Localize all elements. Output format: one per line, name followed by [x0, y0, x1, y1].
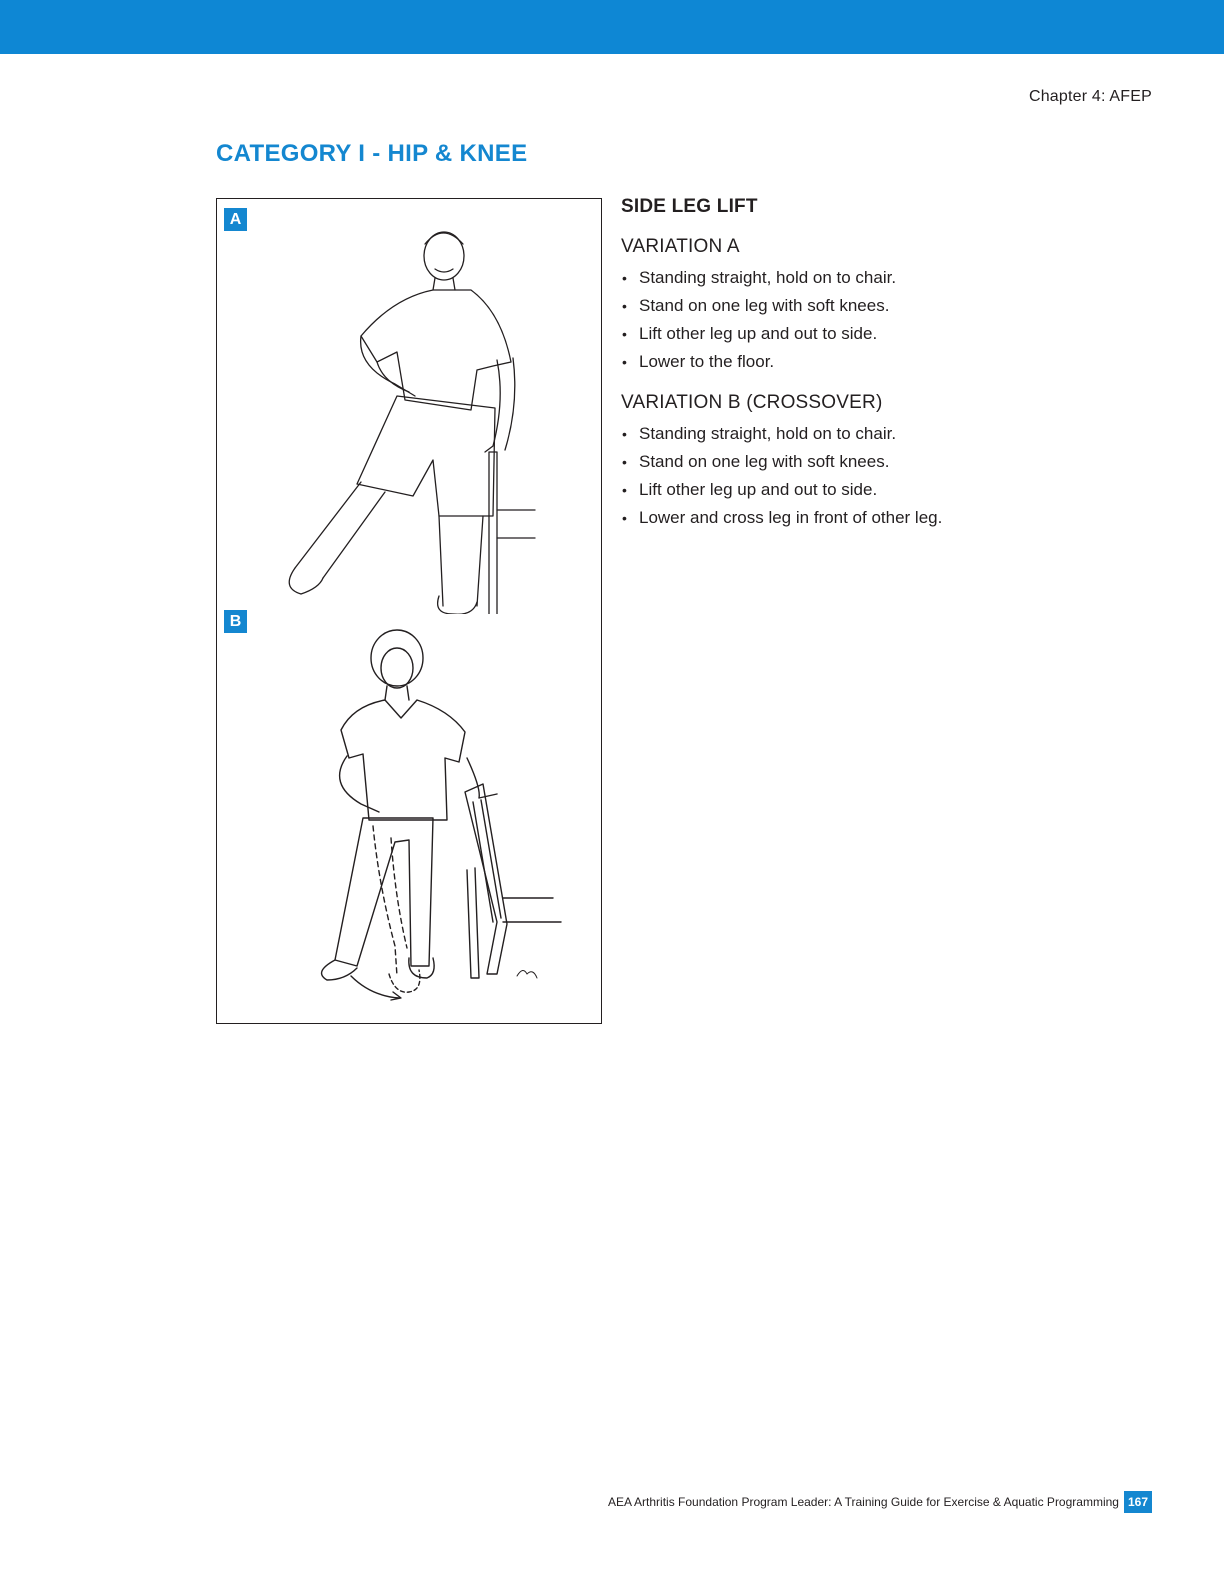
step-item: • Lift other leg up and out to side. [621, 476, 1181, 504]
bullet-icon: • [622, 354, 627, 370]
bullet-icon: • [622, 298, 627, 314]
step-item: • Lower and cross leg in front of other leg. [621, 504, 1181, 532]
bullet-icon: • [622, 270, 627, 286]
footer-book-title: AEA Arthritis Foundation Program Leader: A Training Guide for Exercise & Aquatic Programming [608, 1495, 1119, 1509]
step-item: • Standing straight, hold on to chair. [621, 420, 1181, 448]
variation-b-steps [621, 420, 1181, 532]
variation-a-steps [621, 264, 1181, 376]
illustration-side-leg-lift-a [277, 214, 557, 614]
step-item: • Stand on one leg with soft knees. [621, 292, 1181, 320]
chapter-label: Chapter 4: AFEP [1028, 88, 1152, 105]
step-item: • Lift other leg up and out to side. [621, 320, 1181, 348]
exercise-title: SIDE LEG LIFT [621, 196, 758, 217]
variation-a-title: VARIATION A [621, 236, 740, 257]
bullet-icon: • [622, 426, 627, 442]
page-footer [608, 1491, 1152, 1513]
bullet-icon: • [622, 482, 627, 498]
exercise-illustration-box [216, 198, 602, 1024]
variation-b-title: VARIATION B (CROSSOVER) [621, 392, 883, 413]
bullet-icon: • [622, 510, 627, 526]
illustration-side-leg-lift-b [277, 624, 577, 1014]
step-item: • Standing straight, hold on to chair. [621, 264, 1181, 292]
panel-label-b: B [224, 610, 247, 633]
step-item: • Stand on one leg with soft knees. [621, 448, 1181, 476]
bullet-icon: • [622, 326, 627, 342]
panel-label-a: A [224, 208, 247, 231]
page-number: 167 [1124, 1491, 1152, 1513]
exercise-instructions [621, 196, 1181, 548]
header-bar [0, 0, 1224, 54]
step-item: • Lower to the floor. [621, 348, 1181, 376]
bullet-icon: • [622, 454, 627, 470]
category-title: CATEGORY I - HIP & KNEE [216, 140, 528, 167]
